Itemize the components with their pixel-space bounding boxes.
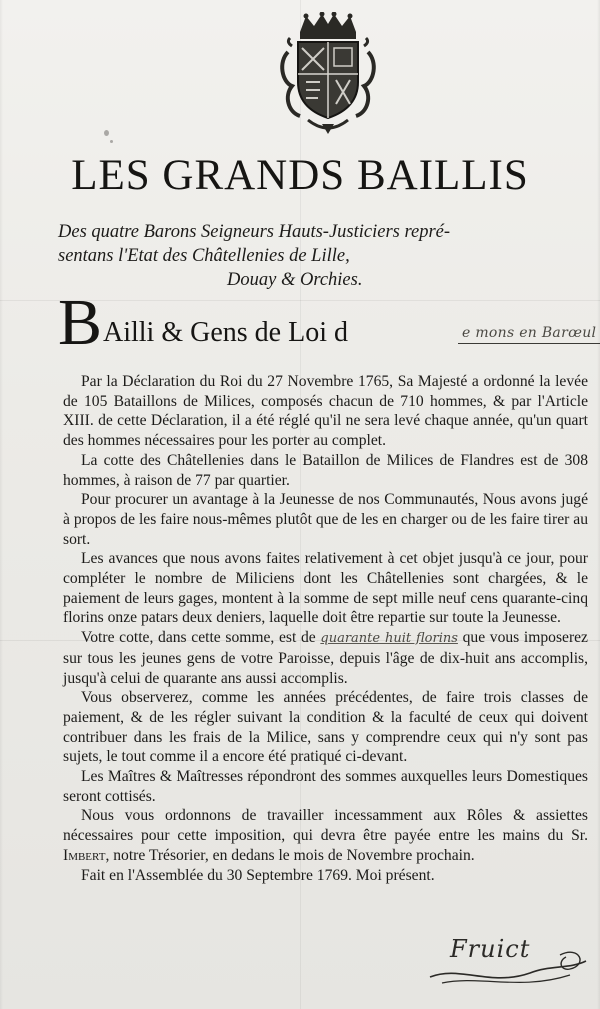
coat-of-arms-emblem — [278, 12, 378, 137]
paragraph — [63, 628, 588, 688]
paragraph-text: que vous imposerez sur tous les jeunes gens de votre Paroisse, depuis l'âge de dix-huit ans accomplis, jusqu'à celui de quarante ans aussi accomplis. — [63, 629, 588, 687]
ink-spot — [104, 130, 109, 136]
ink-spot — [110, 140, 113, 143]
treasurer-name: Imbert — [63, 846, 106, 864]
paragraph-text: , notre Trésorier, en dedans le mois de Novembre prochain. — [105, 846, 475, 864]
signature — [420, 925, 590, 995]
paragraph — [63, 806, 588, 865]
handwritten-amount: quarante huit florins — [320, 631, 458, 647]
fill-in-line — [458, 343, 600, 344]
heading-text: Ailli & Gens de Loi d — [103, 317, 348, 348]
paragraph-text: Nous vous ordonnons de travailler incessamment aux Rôles & assiettes nécessaires pour cette imposition, qui devra être payée entre les mains du Sr. — [63, 807, 588, 845]
paragraph-text: Votre cotte, dans cette somme, est de — [81, 629, 316, 647]
paragraph: Vous observerez, comme les années précédentes, de faire trois classes de paiement, & de les régler suivant la condition & la faculté de ceux qui doivent contribuer dans les frais de la Milice, sans y comprendre ceux qui n'y sont pas sujets, le tout comme il a encore été pratiqué ci-devant. — [63, 689, 588, 766]
subtitle-line: Des quatre Barons Seigneurs Hauts-Justiciers repré- — [58, 222, 451, 242]
drop-cap: B — [58, 286, 103, 359]
document-title: LES GRANDS BAILLIS — [71, 152, 529, 199]
document-body — [63, 372, 588, 885]
paragraph: Les avances que nous avons faites relativement à cet objet jusqu'à ce jour, pour compléter le nombre de Miliciens dont les Châtellenies sont chargées, & le paiement de leurs gages, montent à la somme de sept mille neuf cens quarante-cinq florins onze patars deux deniers, laquelle doit être repartie sur toute la Jeunesse. — [63, 550, 588, 627]
closing-line: Fait en l'Assemblée du 30 Septembre 1769. Moi présent. — [81, 866, 435, 884]
signature-text: Fruict — [450, 935, 531, 963]
subtitle-line: Douay & Orchies. — [227, 270, 363, 290]
paragraph: Les Maîtres & Maîtresses répondront des sommes auxquelles leurs Domestiques seront cottisés. — [63, 768, 588, 805]
paragraph: La cotte des Châtellenies dans le Bataillon de Milices de Flandres est de 308 hommes, à raison de 77 par quartier. — [63, 451, 588, 489]
paragraph: Pour procurer un avantage à la Jeunesse de nos Communautés, Nous avons jugé à propos de les faire nous-mêmes plutôt que de les en charger ou de les faire tirer au sort. — [63, 491, 588, 548]
address-heading — [58, 286, 597, 359]
subtitle-line: sentans l'Etat des Châtellenies de Lille, — [58, 246, 350, 266]
paragraph: Par la Déclaration du Roi du 27 Novembre 1765, Sa Majesté a ordonné la levée de 105 Bataillons de Milices, composés chacun de 710 hommes, & par l'Article XIII. de cette Déclaration, il a été réglé qu'il ne sera levé chaque année, qu'un quart des hommes nécessaires pour les porter au complet. — [63, 373, 588, 450]
handwritten-commune-name: e mons en Barœul — [462, 325, 597, 341]
